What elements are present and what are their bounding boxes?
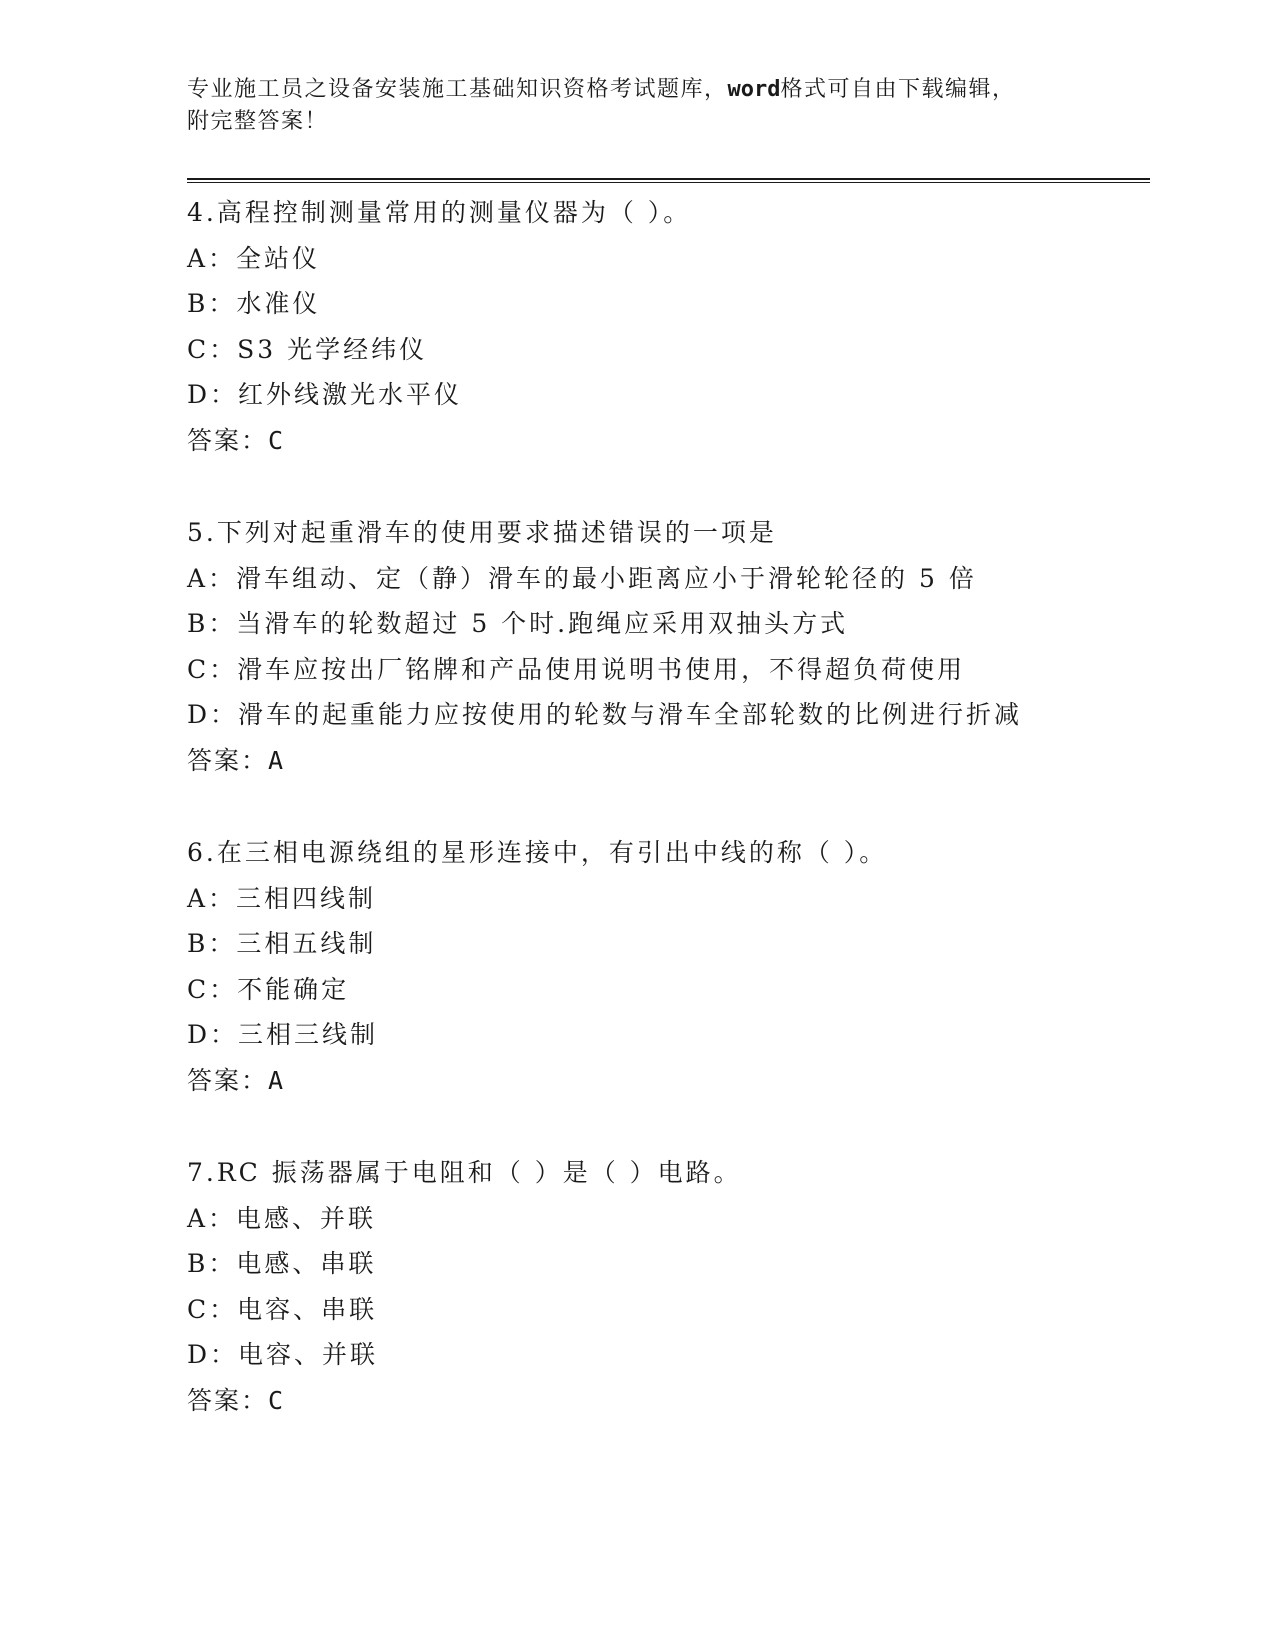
document-header [187,74,1087,138]
answer-label: 答案： [187,1065,269,1095]
option-d: D：三相三线制 [187,1020,379,1049]
answer-label: 答案： [187,745,269,775]
answer-value: C [268,1385,286,1415]
header-text-part1: 专业施工员之设备安装施工基础知识资格考试题库， [187,77,728,102]
option-c: C：不能确定 [187,974,350,1004]
answer-value: A [268,745,286,775]
option-a: A：电感、并联 [187,1203,377,1233]
question-list [187,190,1150,1470]
header-line-1 [187,74,1087,106]
answer-line [187,418,1150,464]
option-a: A：滑车组动、定（静）滑车的最小距离应小于滑轮轮径的 5 倍 [187,563,977,593]
option-a: A：全站仪 [187,243,321,273]
question-stem: 7.RC 振荡器属于电阻和（ ）是（ ）电路。 [187,1158,742,1187]
answer-value: C [268,425,286,455]
option-b: B：电感、串联 [187,1249,377,1278]
header-line-2: 附完整答案！ [187,109,329,134]
answer-line [187,1058,1150,1104]
answer-value: A [268,1065,286,1095]
option-d: D：电容、并联 [187,1340,379,1369]
answer-line [187,1378,1150,1424]
question-block [187,190,1150,510]
question-block [187,830,1150,1150]
question-block [187,1150,1150,1470]
option-d: D：红外线激光水平仪 [187,380,463,409]
header-text-part2: 格式可自由下载编辑， [780,77,1016,102]
option-b: B：水准仪 [187,289,321,318]
option-c: C：S3 光学经纬仪 [187,334,428,364]
header-divider [187,178,1150,183]
option-c: C：滑车应按出厂铭牌和产品使用说明书使用，不得超负荷使用 [187,654,966,684]
option-d: D：滑车的起重能力应按使用的轮数与滑车全部轮数的比例进行折减 [187,700,1023,729]
answer-label: 答案： [187,1385,269,1415]
option-b: B：当滑车的轮数超过 5 个时.跑绳应采用双抽头方式 [187,609,849,638]
option-b: B：三相五线制 [187,929,377,958]
answer-label: 答案： [187,425,269,455]
question-stem: 4.高程控制测量常用的测量仪器为（ ）。 [187,198,692,227]
option-a: A：三相四线制 [187,883,377,913]
header-text-word: word [727,77,781,102]
question-block [187,510,1150,830]
question-stem: 5.下列对起重滑车的使用要求描述错误的一项是 [187,518,777,547]
answer-line [187,738,1150,784]
question-stem: 6.在三相电源绕组的星形连接中，有引出中线的称（ ）。 [187,838,888,867]
option-c: C：电容、串联 [187,1294,378,1324]
